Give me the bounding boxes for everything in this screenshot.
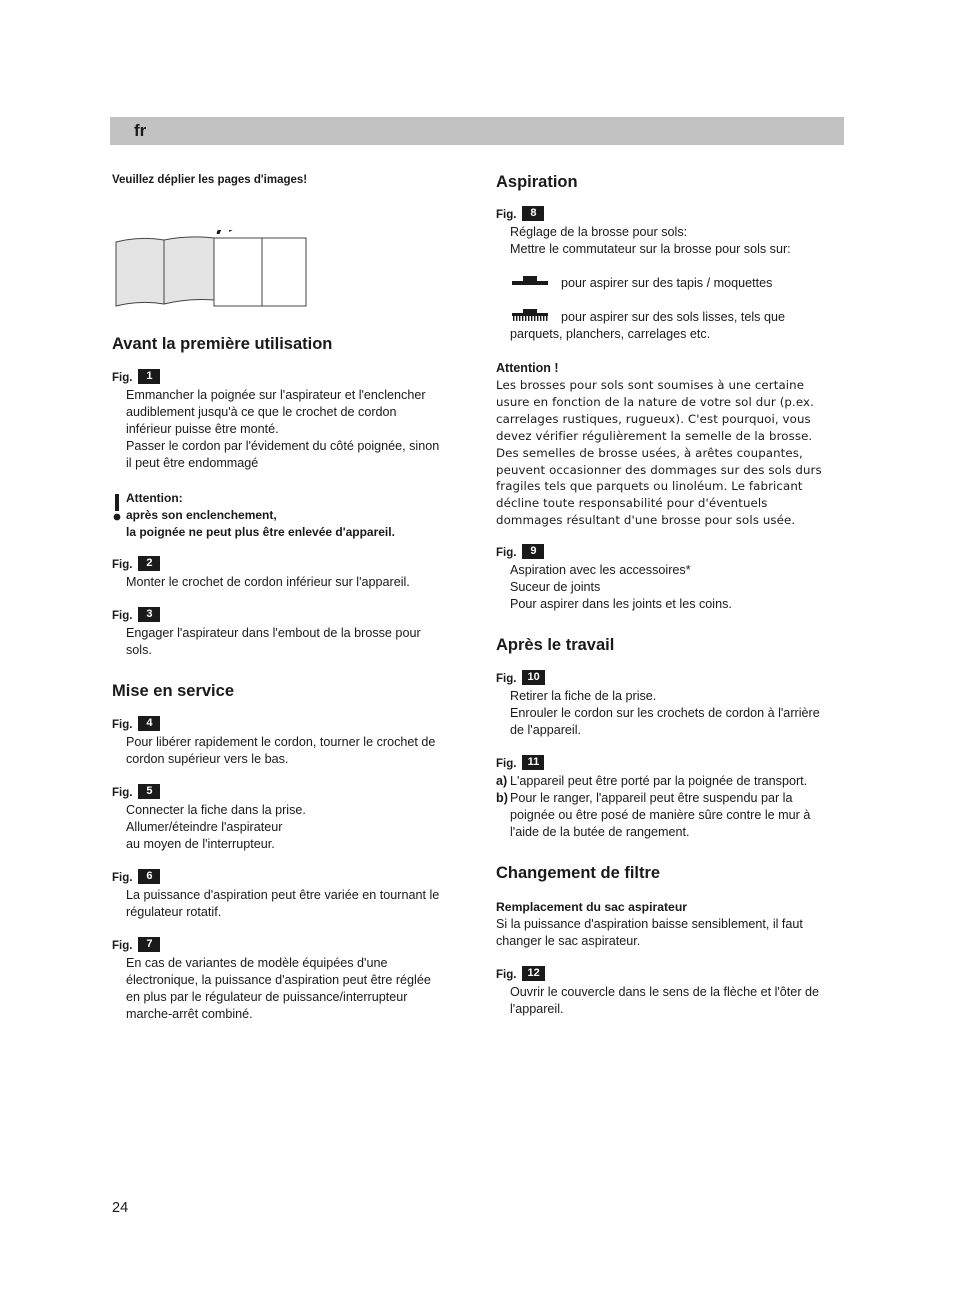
fig-number-badge: 7: [138, 937, 160, 952]
intro-note: Veuillez déplier les pages d'images!: [112, 174, 308, 186]
fig-number-badge: 9: [522, 544, 544, 559]
attention-line: la poignée ne peut plus être enlevée d'appareil.: [126, 525, 395, 539]
right-column: [496, 172, 841, 1018]
fig-number-badge: 6: [138, 869, 160, 884]
attention-title: Attention !: [496, 361, 559, 375]
section-title-filtre: Changement de filtre: [496, 864, 661, 883]
fig-label: Fig. 10: [496, 670, 841, 688]
hard-floor-brush-icon: [510, 309, 550, 323]
attention-body: Les brosses pour sols sont soumises à une certaine usure en fonction de la nature de votre sol dur (p.ex. carrelages rustiques, rugueux). C'est pourquoi, vous devez vérifier régulièrement la semelle de la brosse. Des semelles de brosse usées, à arêtes coupantes, peuvent occasionner des dommages sur des sols durs fragiles tels que parquets ou linoléum. Le fabricant décline toute responsabilité pour d'éventuels dommages résultant d'une brosse pour sols usée.: [496, 378, 822, 528]
fig-8-block: Fig. 8 Réglage de la brosse pour sols: Mettre le commutateur sur la brosse pour sols sur:: [496, 206, 841, 258]
section-title-mise: Mise en service: [112, 682, 234, 700]
fig-label: Fig. 11: [496, 755, 841, 773]
fig-12-block: Fig. 12 Ouvrir le couvercle dans le sens de la flèche et l'ôter de l'appareil.: [496, 966, 841, 1018]
fig-11-block: [496, 755, 841, 841]
list-item-b: b) Pour le ranger, l'appareil peut être suspendu par la poignée ou être posé de manière sûre contre le mur à l'aide de la butée de rangement.: [496, 791, 811, 840]
fig-number-badge: 5: [138, 784, 160, 799]
fig-9-block: Fig. 9 Aspiration avec les accessoires* Suceur de joints Pour aspirer dans les joints et les coins.: [496, 544, 841, 613]
attention-box: [112, 490, 457, 541]
section-title-aspiration: Aspiration: [496, 173, 578, 191]
fig-label: Fig. 3: [112, 607, 457, 625]
fig-1-block: [112, 369, 457, 472]
language-bar: [110, 117, 844, 145]
brush-carpet-row: pour aspirer sur des tapis / moquettes: [496, 275, 841, 292]
fig-number-badge: 12: [522, 966, 544, 981]
fig-label: Fig. 2: [112, 556, 457, 574]
unfold-pages-illustration: [114, 230, 310, 312]
fig-number-badge: 3: [138, 607, 160, 622]
fig-1-text: Emmancher la poignée sur l'aspirateur et l'enclencher audiblement jusqu'à ce que le crochet de cordon inférieur puisse être monté. Passer le cordon par l'évidement du côté poignée, sinon il peut être endommagé: [126, 388, 440, 470]
brush-hard-floor-row: pour aspirer sur des sols lisses, tels que: [496, 309, 841, 326]
list-item-a: a) L'appareil peut être porté par la poignée de transport.: [496, 774, 808, 789]
fig-number-badge: 11: [522, 755, 544, 770]
fig-4-block: Fig. 4 Pour libérer rapidement le cordon, tourner le crochet de cordon supérieur vers le bas.: [112, 716, 457, 768]
fig-number-badge: 1: [138, 369, 160, 384]
subsection-title: Remplacement du sac aspirateur: [496, 900, 688, 915]
attention-line: après son enclenchement,: [126, 508, 277, 522]
fig-7-block: Fig. 7 En cas de variantes de modèle équipées d'une électronique, la puissance d'aspiration peut être réglée en plus par le régulateur de puissance/interrupteur marche-arrêt combiné.: [112, 937, 457, 1023]
fig-label: Fig. 7: [112, 937, 457, 955]
attention-title: Attention:: [126, 491, 183, 505]
left-column: [112, 172, 457, 1023]
fig-label: Fig. 4: [112, 716, 457, 734]
warning-exclamation-icon: [112, 494, 122, 522]
brush-hard-floor-continuation: parquets, planchers, carrelages etc.: [510, 327, 711, 341]
fig-label: Fig. 8: [496, 206, 841, 224]
fig-number-badge: 2: [138, 556, 160, 571]
section-title-apres: Après le travail: [496, 636, 615, 655]
fig-label: Fig. 1: [112, 369, 457, 387]
section-title-avant: Avant la première utilisation: [112, 335, 333, 353]
fig-10-block: Fig. 10 Retirer la fiche de la prise. Enrouler le cordon sur les crochets de cordon à l'arrière de l'appareil.: [496, 670, 841, 739]
attention-floor-brush: [496, 360, 841, 529]
fig-label: Fig. 12: [496, 966, 841, 984]
fig-label: Fig. 6: [112, 869, 457, 887]
fig-2-block: Fig. 2 Monter le crochet de cordon inférieur sur l'appareil.: [112, 556, 457, 591]
fig-label: Fig. 5: [112, 784, 457, 802]
fig-3-block: Fig. 3 Engager l'aspirateur dans l'embout de la brosse pour sols.: [112, 607, 457, 659]
fig-number-badge: 4: [138, 716, 160, 731]
fig-5-block: Fig. 5 Connecter la fiche dans la prise. Allumer/éteindre l'aspirateur au moyen de l'interrupteur.: [112, 784, 457, 853]
page-number: 24: [112, 1200, 129, 1216]
fig-number-badge: 8: [522, 206, 544, 221]
fig-label: Fig. 9: [496, 544, 841, 562]
bag-replacement-block: Remplacement du sac aspirateur Si la puissance d'aspiration baisse sensiblement, il faut changer le sac aspirateur.: [496, 899, 841, 950]
fig-6-block: Fig. 6 La puissance d'aspiration peut être variée en tournant le régulateur rotatif.: [112, 869, 457, 921]
fig-number-badge: 10: [522, 670, 544, 685]
carpet-brush-icon: [510, 275, 550, 289]
language-code: fr: [134, 121, 147, 140]
